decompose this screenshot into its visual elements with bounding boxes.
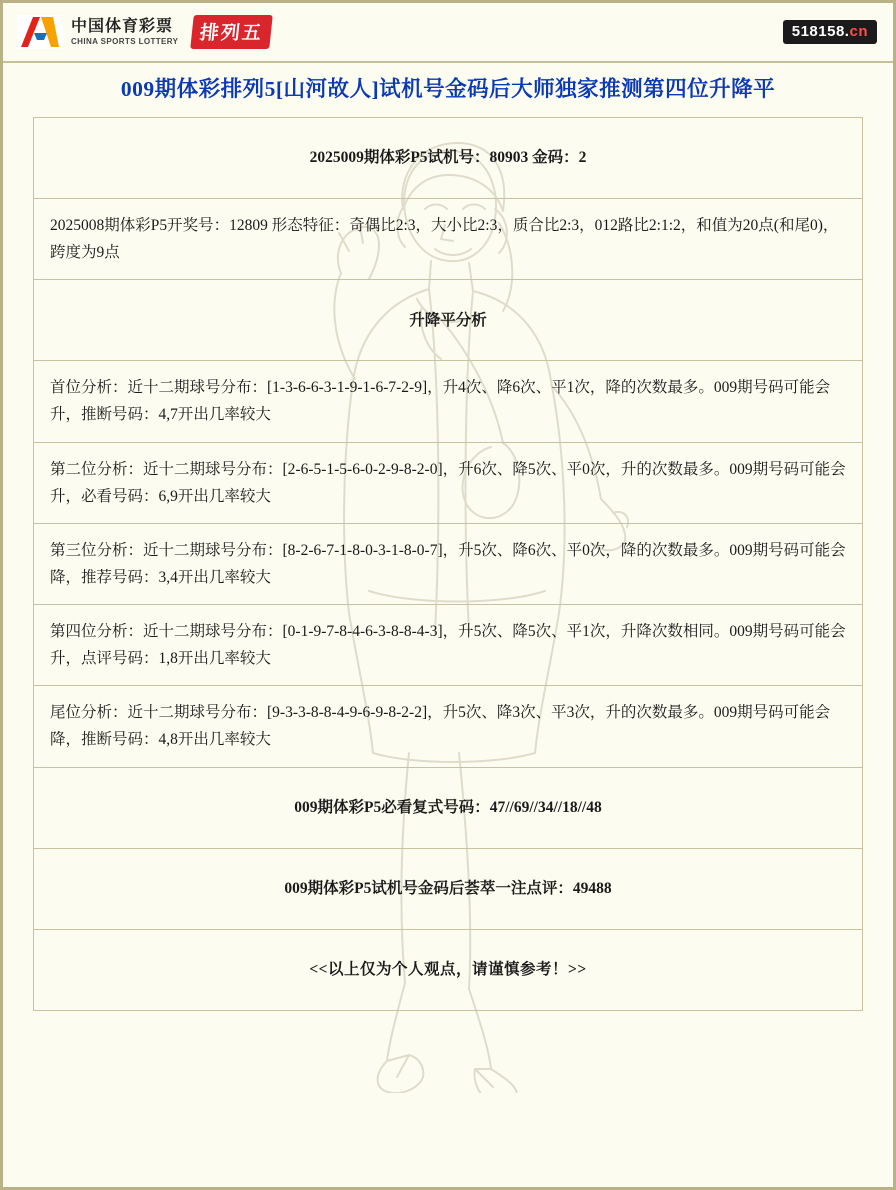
table-row: [34, 442, 863, 523]
page-title: 009期体彩排列5[山河故人]试机号金码后大师独家推测第四位升降平: [120, 77, 776, 101]
disclaimer-cell: <<以上仅为个人观点，请谨慎参考！>>: [34, 929, 863, 1010]
sports-lottery-logo-icon: [17, 13, 63, 51]
analysis-table: [33, 117, 863, 1011]
position-2-analysis-cell: 第二位分析：近十二期球号分布：[2-6-5-1-5-6-0-2-9-8-2-0]，升6次、降5次、平0次，升的次数最多。009期号码可能会升，必看号码：6,9开出几率较大: [34, 442, 863, 523]
table-row: [34, 361, 863, 442]
summary-pick-cell: 009期体彩P5试机号金码后荟萃一注点评：49488: [34, 848, 863, 929]
brand-name-cn: 中国体育彩票: [71, 18, 174, 36]
table-row: [34, 929, 863, 1010]
compound-numbers-cell: 009期体彩P5必看复式号码：47//69//34//18//48: [34, 767, 863, 848]
position-1-analysis-cell: 首位分析：近十二期球号分布：[1-3-6-6-3-1-9-1-6-7-2-9]，升4次、降6次、平1次，降的次数最多。009期号码可能会升，推断号码：4,7开出几率较大: [34, 361, 863, 442]
table-row: [34, 199, 863, 280]
section-title-cell: 升降平分析: [34, 280, 863, 361]
site-watermark-suffix: cn: [849, 23, 868, 40]
site-watermark-main: 518158.: [791, 23, 850, 40]
position-5-analysis-cell: 尾位分析：近十二期球号分布：[9-3-3-8-8-4-9-6-9-8-2-2]，升5次、降3次、平3次，升的次数最多。009期号码可能会降，推断号码：4,8开出几率较大: [34, 686, 863, 767]
site-header: [3, 3, 893, 61]
table-row: [34, 605, 863, 686]
position-3-analysis-cell: 第三位分析：近十二期球号分布：[8-2-6-7-1-8-0-3-1-8-0-7]，升5次、降6次、平0次，降的次数最多。009期号码可能会降，推荐号码：3,4开出几率较大: [34, 523, 863, 604]
site-watermark: [783, 20, 877, 44]
table-row: [34, 118, 863, 199]
previous-draw-cell: 2025008期体彩P5开奖号：12809 形态特征：奇偶比2:3，大小比2:3，质合比2:3，012路比2:1:2，和值为20点(和尾0)，跨度为9点: [34, 199, 863, 280]
position-4-analysis-cell: 第四位分析：近十二期球号分布：[0-1-9-7-8-4-6-3-8-8-4-3]，升5次、降5次、平1次，升降次数相同。009期号码可能会升，点评号码：1,8开出几率较大: [34, 605, 863, 686]
game-badge: 排列五: [191, 15, 274, 49]
test-number-cell: 2025009期体彩P5试机号：80903 金码：2: [34, 118, 863, 199]
brand-name-en: CHINA SPORTS LOTTERY: [71, 36, 179, 46]
table-row: [34, 280, 863, 361]
analysis-table-wrap: [33, 117, 863, 1011]
table-row: [34, 686, 863, 767]
brand-logo: [17, 13, 271, 51]
table-row: [34, 767, 863, 848]
table-row: [34, 848, 863, 929]
brand-text: [71, 18, 178, 46]
table-row: [34, 523, 863, 604]
